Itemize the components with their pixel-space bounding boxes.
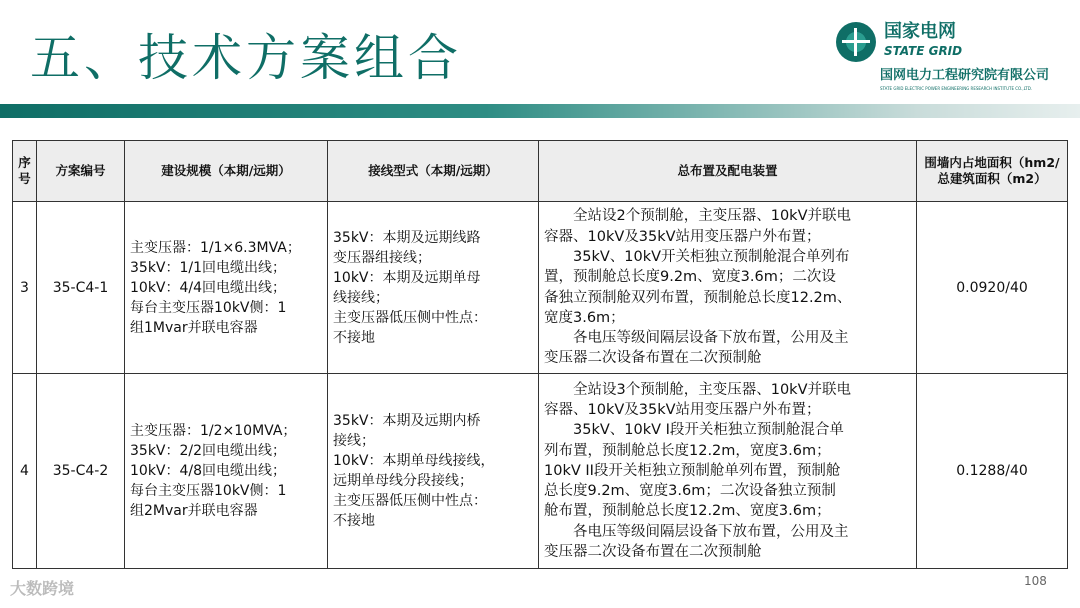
row-area: 0.0920/40 [917, 202, 1068, 374]
logo-cn-text: 国家电网 [884, 21, 956, 42]
layout-line: 变压器二次设备布置在二次预制舱 [544, 544, 762, 561]
wiring-line: 不接地 [333, 513, 375, 529]
layout-line: 容器、10kV及35kV站用变压器户外布置； [544, 401, 821, 418]
header-area: 围墙内占地面积（hm2/总建筑面积（m2） [917, 141, 1068, 202]
layout-line: 35kV、10kV开关柜独立预制舱混合单列布 [544, 248, 850, 265]
layout-line: 舱布置，预制舱总长度12.2m、宽度3.6m； [544, 503, 831, 520]
layout-line: 置，预制舱总长度9.2m、宽度3.6m；二次设 [544, 269, 836, 286]
layout-line: 总长度9.2m、宽度3.6m；二次设备独立预制 [544, 483, 836, 500]
row-code: 35-C4-1 [37, 202, 125, 374]
row-scale [125, 374, 328, 569]
watermark: 大数跨境 [10, 579, 75, 598]
row-index: 3 [13, 202, 37, 374]
wiring-line: 远期单母线分段接线； [333, 473, 473, 489]
scale-line: 每台主变压器10kV侧：1 [130, 299, 287, 316]
wiring-line: 接线； [333, 433, 375, 449]
state-grid-logo [832, 18, 1072, 98]
row-scale [125, 202, 328, 374]
row-area: 0.1288/40 [917, 374, 1068, 569]
layout-line: 10kV II段开关柜独立预制舱单列布置，预制舱 [544, 462, 841, 479]
page-number: 108 [1024, 574, 1047, 588]
wiring-line: 35kV：本期及远期内桥 [333, 413, 481, 429]
layout-line: 35kV、10kV I段开关柜独立预制舱混合单 [544, 422, 844, 439]
institute-name: 国网电力工程研究院有限公司 [880, 68, 1050, 83]
scale-line: 每台主变压器10kV侧：1 [130, 483, 287, 499]
wiring-line: 变压器组接线； [333, 249, 431, 266]
row-code: 35-C4-2 [37, 374, 125, 569]
wiring-line: 10kV：本期单母线接线， [333, 453, 495, 469]
wiring-line: 主变压器低压侧中性点： [333, 493, 487, 509]
row-layout [539, 374, 917, 569]
institute-name-en: STATE GRID ELECTRIC POWER ENGINEERING RESEARCH INSTITUTE CO.,LTD. [880, 86, 1033, 91]
scale-line: 10kV：4/4回电缆出线； [130, 279, 287, 296]
table-row [13, 374, 1068, 569]
header-band [0, 104, 1080, 118]
layout-line: 全站设2个预制舱，主变压器、10kV并联电 [544, 208, 851, 225]
scale-line: 主变压器：1/1×6.3MVA； [130, 239, 301, 256]
scheme-table [12, 140, 1068, 569]
scale-line: 组2Mvar并联电容器 [130, 503, 258, 519]
scale-line: 35kV：1/1回电缆出线； [130, 259, 287, 276]
scale-line: 主变压器：1/2×10MVA； [130, 423, 297, 439]
layout-line: 备独立预制舱双列布置，预制舱总长度12.2m、 [544, 289, 852, 306]
header-wiring: 接线型式（本期/远期） [328, 141, 539, 202]
layout-line: 列布置，预制舱总长度12.2m，宽度3.6m； [544, 442, 831, 459]
row-wiring [328, 374, 539, 569]
row-wiring [328, 202, 539, 374]
table-header-row [13, 141, 1068, 202]
layout-line: 宽度3.6m； [544, 309, 625, 326]
layout-line: 变压器二次设备布置在二次预制舱 [544, 350, 762, 367]
scale-line: 组1Mvar并联电容器 [130, 319, 258, 336]
layout-line: 各电压等级间隔层设备下放布置，公用及主 [544, 330, 849, 347]
header-scale: 建设规模（本期/远期） [125, 141, 328, 202]
row-index: 4 [13, 374, 37, 569]
scale-line: 10kV：4/8回电缆出线； [130, 463, 287, 479]
header-layout: 总布置及配电装置 [539, 141, 917, 202]
scale-line: 35kV：2/2回电缆出线； [130, 443, 287, 459]
header-index: 序号 [13, 141, 37, 202]
wiring-line: 35kV：本期及远期线路 [333, 229, 481, 246]
header-code: 方案编号 [37, 141, 125, 202]
wiring-line: 10kV：本期及远期单母 [333, 269, 481, 286]
wiring-line: 不接地 [333, 329, 375, 346]
wiring-line: 线接线； [333, 289, 389, 306]
row-layout [539, 202, 917, 374]
page-title: 五、技术方案组合 [30, 29, 462, 87]
wiring-line: 主变压器低压侧中性点： [333, 309, 487, 326]
table-row [13, 202, 1068, 374]
layout-line: 各电压等级间隔层设备下放布置，公用及主 [544, 523, 849, 540]
layout-line: 全站设3个预制舱，主变压器、10kV并联电 [544, 381, 851, 398]
state-grid-globe-icon [836, 22, 876, 62]
logo-en-text: STATE GRID [884, 44, 963, 58]
layout-line: 容器、10kV及35kV站用变压器户外布置； [544, 228, 821, 245]
